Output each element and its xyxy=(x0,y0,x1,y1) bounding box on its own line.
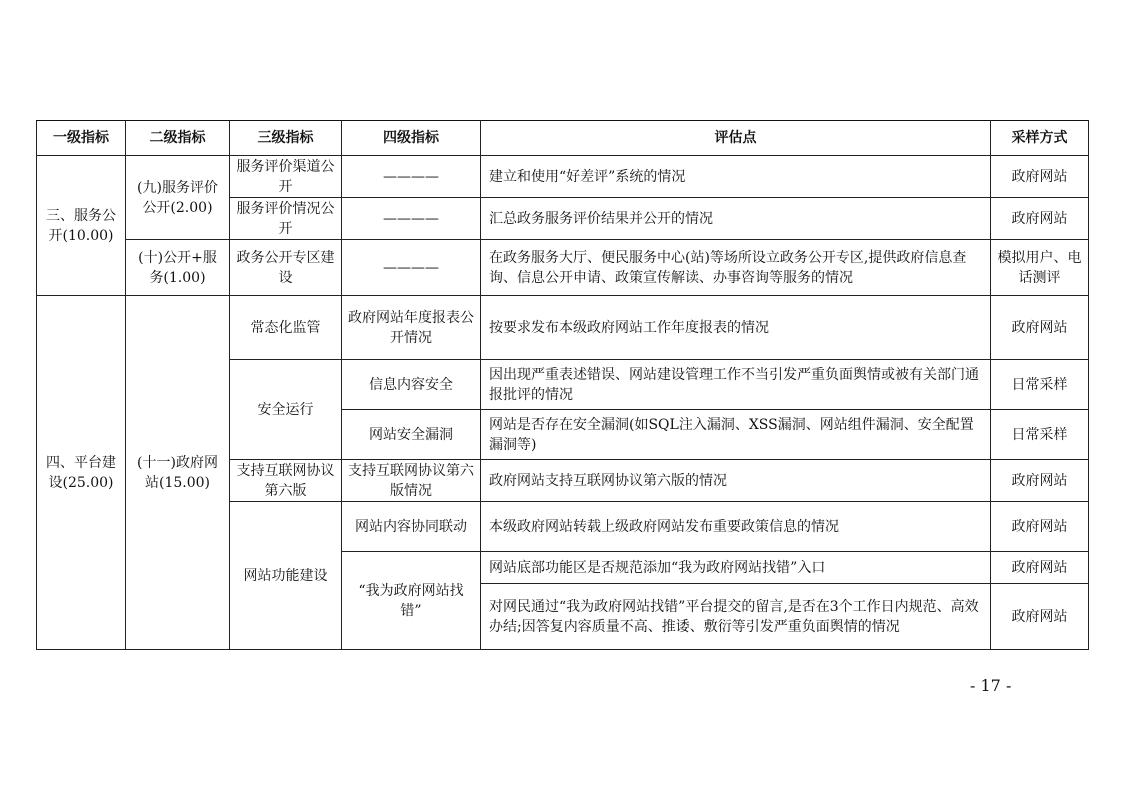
sampling-method-cell: 模拟用户、电话测评 xyxy=(991,240,1089,296)
sampling-method-cell: 日常采样 xyxy=(991,360,1089,410)
header-level1: 一级指标 xyxy=(37,121,126,156)
level3-cell: 服务评价渠道公开 xyxy=(230,156,342,198)
level2-cell: (九)服务评价公开(2.00) xyxy=(126,156,230,240)
level3-cell: 网站功能建设 xyxy=(230,502,342,650)
sampling-method-cell: 政府网站 xyxy=(991,460,1089,502)
level4-cell: ———— xyxy=(342,198,481,240)
level4-cell: “我为政府网站找错” xyxy=(342,552,481,650)
assessment-point-cell: 汇总政务服务评价结果并公开的情况 xyxy=(481,198,991,240)
table-header-row xyxy=(37,121,1089,156)
level4-cell: ———— xyxy=(342,156,481,198)
level2-cell: (十)公开+服务(1.00) xyxy=(126,240,230,296)
assessment-point-cell: 网站是否存在安全漏洞(如SQL注入漏洞、XSS漏洞、网站组件漏洞、安全配置漏洞等) xyxy=(481,410,991,460)
level4-cell: ———— xyxy=(342,240,481,296)
sampling-method-cell: 日常采样 xyxy=(991,410,1089,460)
assessment-point-cell: 对网民通过“我为政府网站找错”平台提交的留言,是否在3个工作日内规范、高效办结;因答复内容质量不高、推诿、敷衍等引发严重负面舆情的情况 xyxy=(481,584,991,650)
assessment-point-cell: 在政务服务大厅、便民服务中心(站)等场所设立政务公开专区,提供政府信息查询、信息公开申请、政策宣传解读、办事咨询等服务的情况 xyxy=(481,240,991,296)
level4-cell: 网站内容协同联动 xyxy=(342,502,481,552)
header-level2: 二级指标 xyxy=(126,121,230,156)
header-level3: 三级指标 xyxy=(230,121,342,156)
level1-cell: 四、平台建设(25.00) xyxy=(37,296,126,650)
sampling-method-cell: 政府网站 xyxy=(991,156,1089,198)
header-level4: 四级指标 xyxy=(342,121,481,156)
level3-cell: 支持互联网协议第六版 xyxy=(230,460,342,502)
level3-cell: 常态化监管 xyxy=(230,296,342,360)
level4-cell: 支持互联网协议第六版情况 xyxy=(342,460,481,502)
indicator-table xyxy=(36,120,1089,650)
assessment-point-cell: 政府网站支持互联网协议第六版的情况 xyxy=(481,460,991,502)
level4-cell: 网站安全漏洞 xyxy=(342,410,481,460)
table-row xyxy=(37,240,1089,296)
level4-cell: 信息内容安全 xyxy=(342,360,481,410)
table-row xyxy=(37,296,1089,360)
sampling-method-cell: 政府网站 xyxy=(991,552,1089,584)
sampling-method-cell: 政府网站 xyxy=(991,502,1089,552)
level2-cell: (十一)政府网站(15.00) xyxy=(126,296,230,650)
assessment-point-cell: 按要求发布本级政府网站工作年度报表的情况 xyxy=(481,296,991,360)
assessment-point-cell: 建立和使用“好差评”系统的情况 xyxy=(481,156,991,198)
level3-cell: 服务评价情况公开 xyxy=(230,198,342,240)
sampling-method-cell: 政府网站 xyxy=(991,198,1089,240)
level3-cell: 安全运行 xyxy=(230,360,342,460)
header-sampling-method: 采样方式 xyxy=(991,121,1089,156)
assessment-point-cell: 本级政府网站转载上级政府网站发布重要政策信息的情况 xyxy=(481,502,991,552)
table-row xyxy=(37,156,1089,198)
level1-cell: 三、服务公开(10.00) xyxy=(37,156,126,296)
sampling-method-cell: 政府网站 xyxy=(991,584,1089,650)
level4-cell: 政府网站年度报表公开情况 xyxy=(342,296,481,360)
header-assessment-point: 评估点 xyxy=(481,121,991,156)
sampling-method-cell: 政府网站 xyxy=(991,296,1089,360)
level3-cell: 政务公开专区建设 xyxy=(230,240,342,296)
assessment-point-cell: 因出现严重表述错误、网站建设管理工作不当引发严重负面舆情或被有关部门通报批评的情况 xyxy=(481,360,991,410)
page-number: - 17 - xyxy=(970,676,1012,695)
assessment-point-cell: 网站底部功能区是否规范添加“我为政府网站找错”入口 xyxy=(481,552,991,584)
